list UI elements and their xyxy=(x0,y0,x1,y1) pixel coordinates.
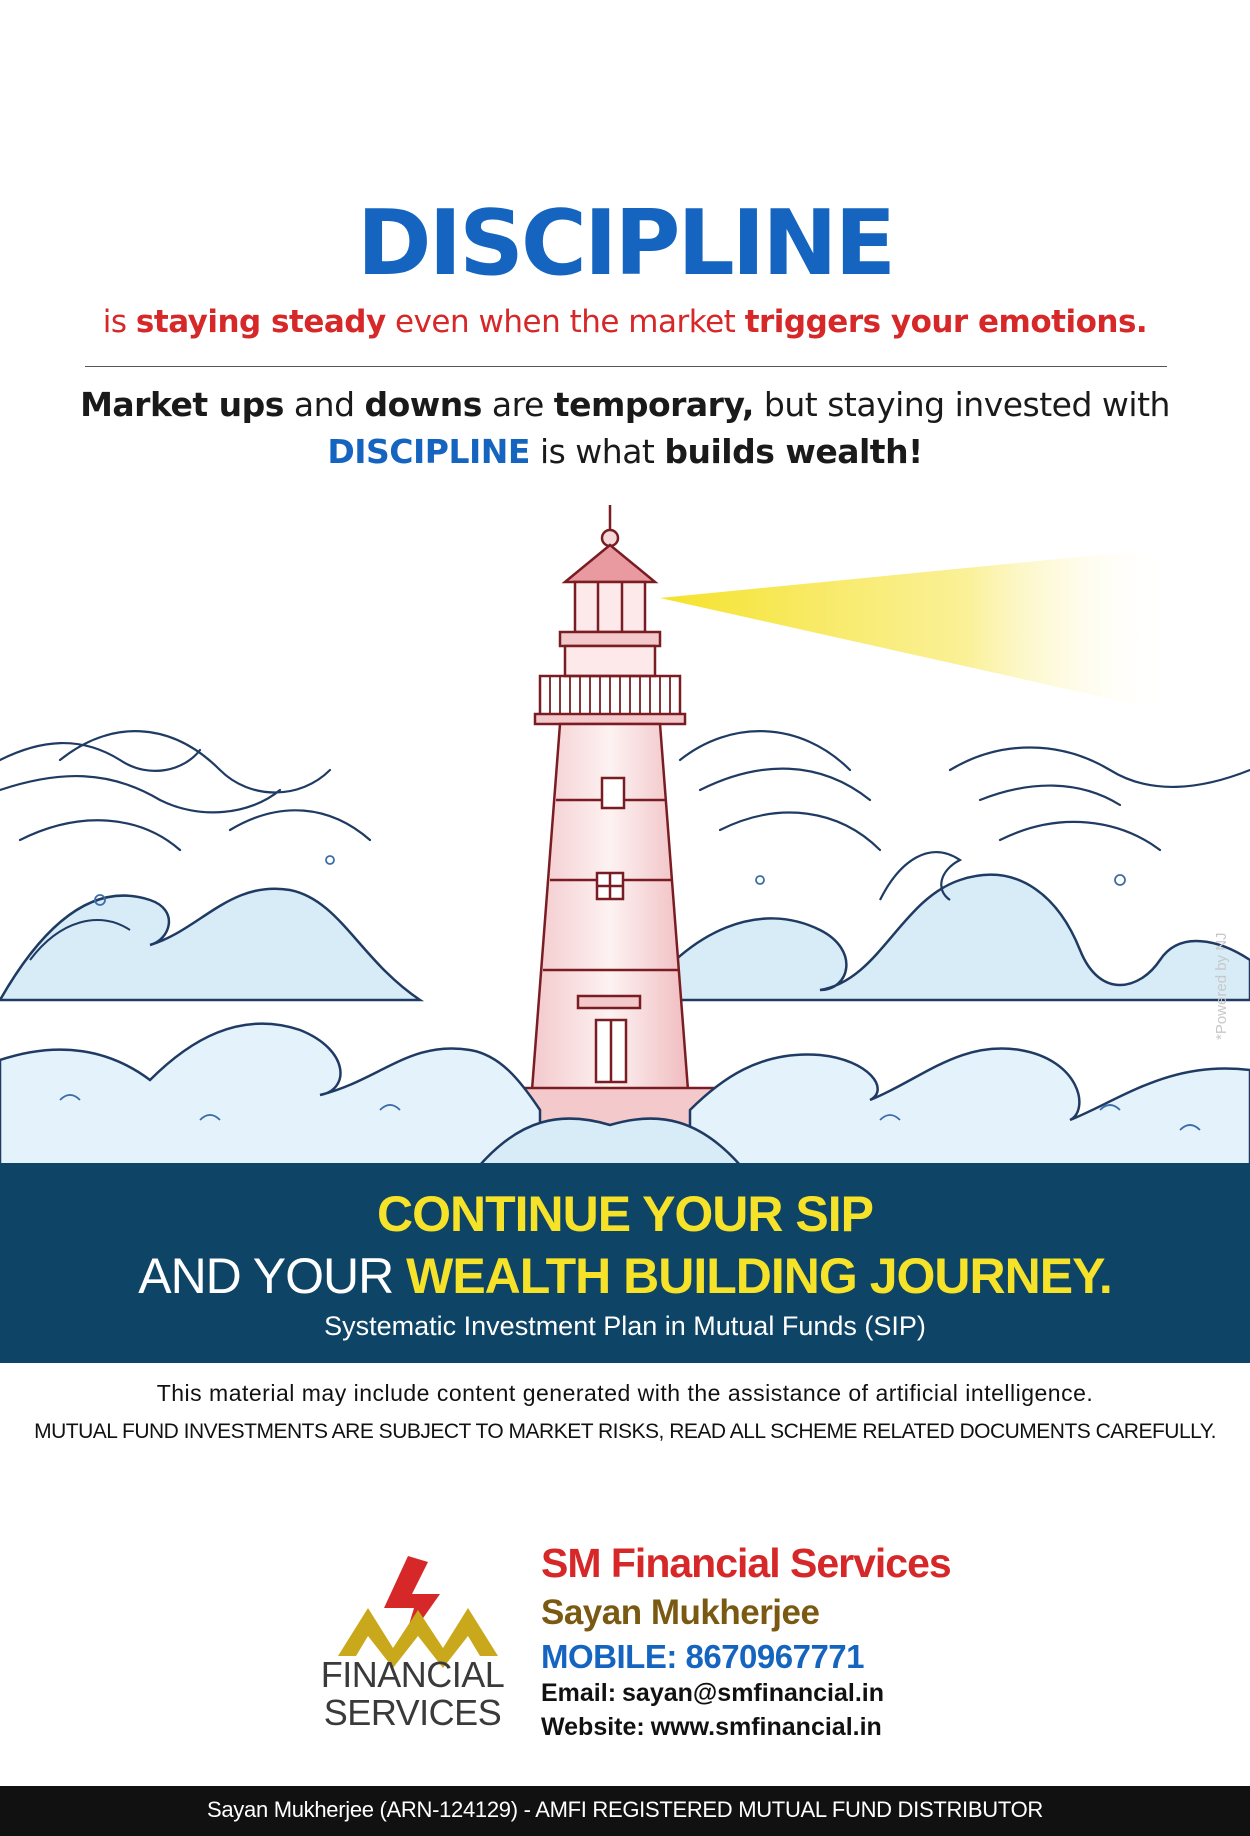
message-bold: Market ups xyxy=(80,385,284,424)
subtitle-part: even when the market xyxy=(385,304,745,340)
light-beam xyxy=(660,548,1170,712)
advisor-name: Sayan Mukherjee xyxy=(541,1593,820,1632)
company-name: SM Financial Services xyxy=(541,1540,951,1586)
banner-heading: CONTINUE YOUR SIP xyxy=(376,1186,874,1242)
website-link[interactable]: www.smfinancial.in xyxy=(650,1713,882,1741)
ai-disclaimer: This material may include content generated with the assistance of artificial intelligence. xyxy=(156,1380,1094,1406)
subtitle-bold: staying steady xyxy=(135,304,386,340)
powered-by-watermark: *Powered by NJ xyxy=(1213,932,1230,1040)
logo-line-1: FINANCIAL xyxy=(320,1654,505,1695)
risk-disclaimer: MUTUAL FUND INVESTMENTS ARE SUBJECT TO MARKET RISKS, READ ALL SCHEME RELATED DOCUMENTS CAREFULLY. xyxy=(34,1420,1216,1443)
mobile-number[interactable]: MOBILE: 8670967771 xyxy=(541,1638,865,1675)
website-line xyxy=(541,1711,882,1743)
message-text: are xyxy=(481,385,554,424)
banner-subheading xyxy=(0,1246,1250,1306)
lighthouse-illustration xyxy=(0,500,1250,1165)
message-bold: builds wealth! xyxy=(664,432,923,471)
subtitle-part: is xyxy=(102,304,136,340)
banner-caption: Systematic Investment Plan in Mutual Funds (SIP) xyxy=(324,1311,926,1341)
message-line-1 xyxy=(0,381,1250,428)
message-discipline: DISCIPLINE xyxy=(327,432,530,471)
key-message xyxy=(0,381,1250,475)
footer-text: Sayan Mukherjee (ARN-124129) - AMFI REGISTERED MUTUAL FUND DISTRIBUTOR xyxy=(207,1797,1043,1822)
message-bold: downs xyxy=(364,385,482,424)
website-label: Website: xyxy=(541,1713,645,1741)
email-label: Email: xyxy=(541,1679,617,1707)
message-bold: temporary, xyxy=(553,385,754,424)
headline-subtitle xyxy=(0,302,1250,342)
message-text: is what xyxy=(529,432,665,471)
logo-line-2: SERVICES xyxy=(323,1692,502,1733)
headline-title: DISCIPLINE xyxy=(356,191,894,296)
message-text: and xyxy=(283,385,365,424)
banner-highlight: WEALTH BUILDING JOURNEY. xyxy=(406,1248,1112,1304)
divider xyxy=(85,366,1167,367)
email-line xyxy=(541,1677,884,1709)
logo-wordmark xyxy=(300,1656,525,1732)
email-link[interactable]: sayan@smfinancial.in xyxy=(622,1679,885,1707)
banner-plain: AND YOUR xyxy=(138,1248,407,1304)
subtitle-bold: triggers your emotions. xyxy=(744,304,1148,340)
message-line-2 xyxy=(0,428,1250,475)
message-text: but staying invested with xyxy=(753,385,1170,424)
